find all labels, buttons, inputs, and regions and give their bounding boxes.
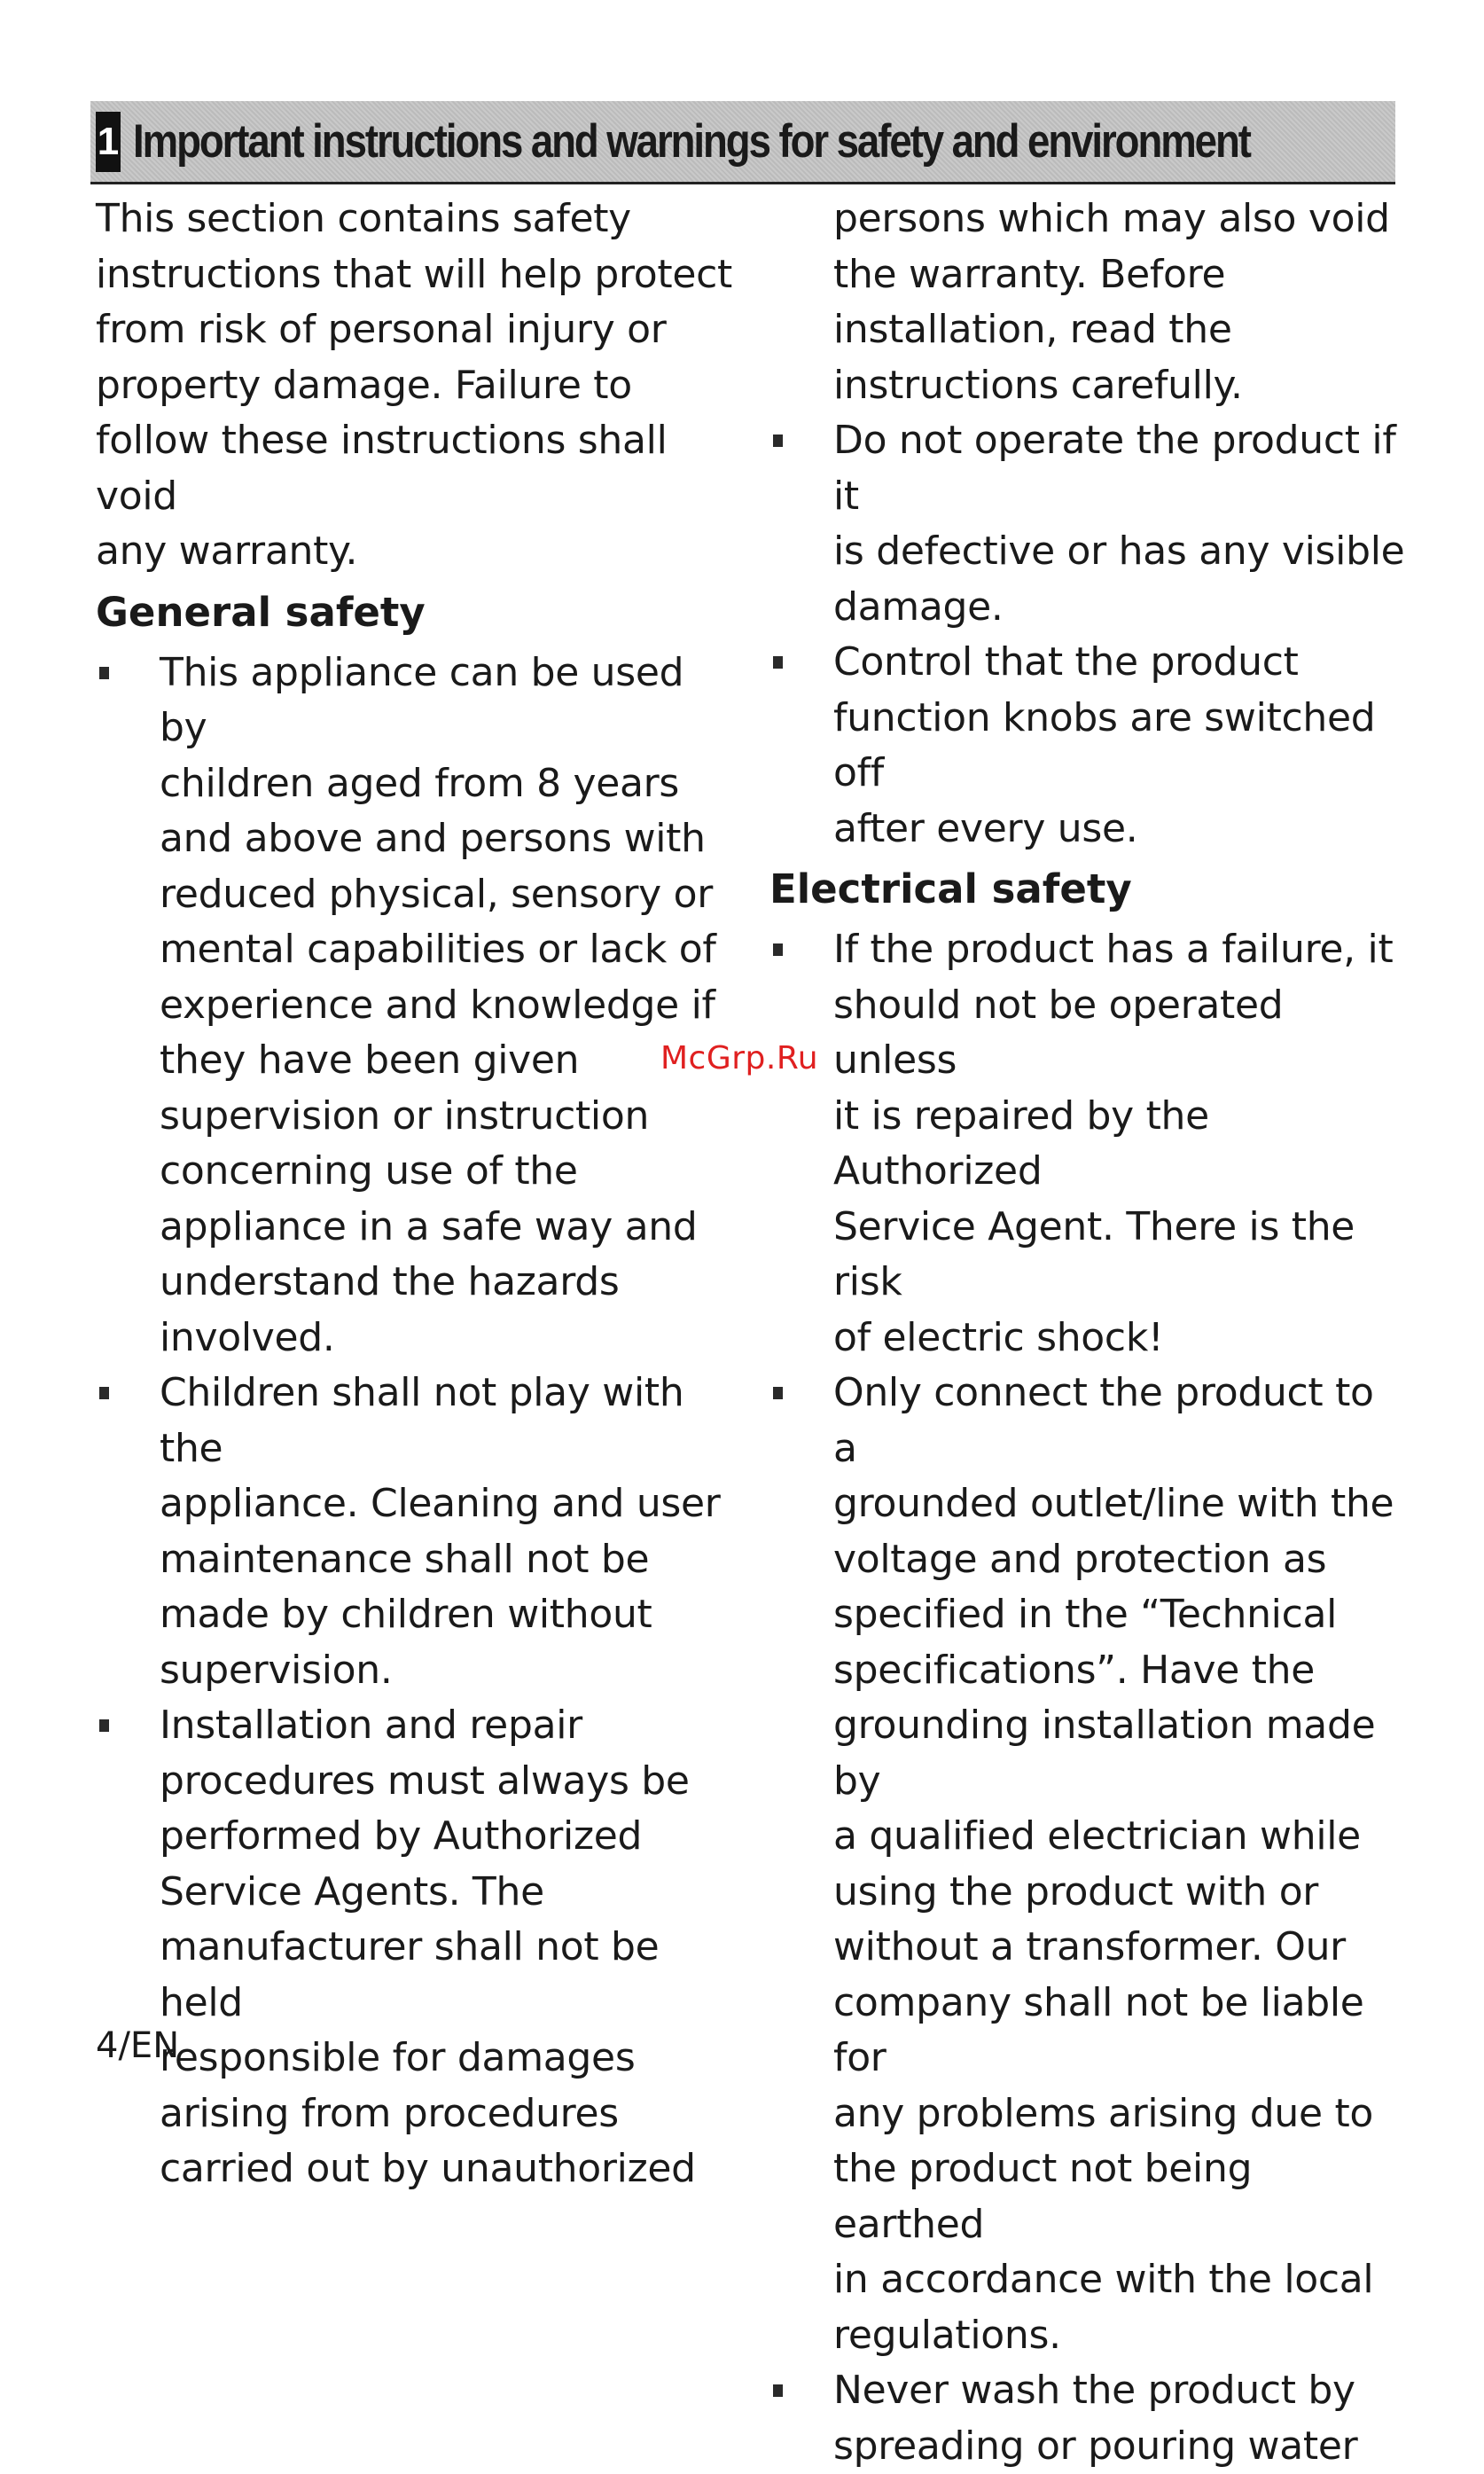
text-line: made by children without [160,1592,652,1637]
text-line: maintenance shall not be [160,1536,650,1582]
text-line: arising from procedures [160,2090,619,2136]
text-line: responsible for damages [160,2035,636,2080]
section-title: Important instructions and warnings for safety and environment [133,115,1250,168]
watermark: McGrp.Ru [660,1040,819,1077]
text-line: follow these instructions shall void [96,418,668,519]
section-number: 1 [96,112,121,172]
text-line: using the product with or [833,1868,1319,1914]
text-line: instructions that will help protect [96,251,732,297]
list-item [96,646,734,1366]
intro-paragraph [96,192,734,580]
text-line: Service Agent. There is the risk [833,1203,1355,1304]
text-line: any problems arising due to [833,2090,1374,2136]
text-line: they have been given [160,1037,580,1083]
text-line: Children shall not play with the [160,1370,684,1471]
text-line: without a transformer. Our [833,1924,1346,1969]
text-line: If the product has a failure, it [833,927,1394,972]
section-header [90,101,1395,184]
text-line: should not be operated unless [833,982,1284,1083]
text-line: property damage. Failure to [96,362,632,408]
text-line: supervision or instruction [160,1092,650,1139]
text-line: after every use. [833,805,1138,851]
list-item [769,1366,1408,2363]
text-line: any warranty. [96,528,358,574]
text-line: is defective or has any visible [833,528,1405,574]
text-line: the warranty. Before [833,251,1226,297]
text-line: installation, read the [833,307,1232,352]
electrical-safety-heading: Electrical safety [769,865,1132,912]
general-safety-list-continued [769,413,1408,857]
list-item [769,922,1408,1366]
text-line: Only connect the product to a [833,1370,1374,1471]
text-line: it is repaired by the Authorized [833,1092,1209,1194]
square-bullet-icon [773,2384,783,2397]
text-line: specifications”. Have the [833,1647,1316,1693]
text-line: reduced physical, sensory or [160,871,713,917]
text-line: and above and persons with [160,816,706,861]
text-line: company shall not be liable for [833,1979,1364,2080]
text-line: Do not operate the product if it [833,418,1396,519]
text-line: performed by Authorized [160,1813,643,1859]
text-line: procedures must always be [160,1758,690,1804]
electrical-safety-list [769,922,1408,2474]
square-bullet-icon [99,667,109,679]
text-line: instructions carefully. [833,362,1243,408]
square-bullet-icon [773,656,783,669]
text-line: appliance. Cleaning and user [160,1481,721,1526]
text-line: concerning use of the [160,1148,578,1194]
general-safety-list [96,646,734,2197]
text-line: damage. [833,583,1004,630]
text-line: Service Agents. The [160,1868,544,1914]
text-line: involved. [160,1314,335,1360]
text-line: appliance in a safe way and [160,1203,698,1249]
text-line: in accordance with the local [833,2257,1374,2302]
text-line: supervision. [160,1647,393,1693]
square-bullet-icon [773,943,783,956]
square-bullet-icon [773,1387,783,1399]
text-line: grounded outlet/line with the [833,1481,1394,1526]
text-line: understand the hazards [160,1259,620,1304]
text-line: specified in the “Technical [833,1592,1338,1637]
page-number: 4/EN [96,2025,180,2066]
text-line: experience and knowledge if [160,982,715,1028]
text-line: persons which may also void [833,196,1390,241]
list-item [96,1698,734,2197]
text-line: from risk of personal injury or [96,307,667,352]
text-line: the product not being earthed [833,2146,1253,2247]
text-line: mental capabilities or lack of [160,927,716,972]
text-line: Control that the product [833,639,1299,685]
text-line: children aged from 8 years [160,760,680,806]
text-line: Installation and repair [160,1703,582,1748]
text-line: This appliance can be used by [160,649,684,750]
text-line: This section contains safety [96,196,631,241]
list-item [769,413,1408,635]
text-line: Never wash the product by [833,2368,1355,2413]
text-line: regulations. [833,2312,1061,2358]
text-line: of electric shock! [833,1314,1164,1360]
text-line: grounding installation made by [833,1703,1376,1804]
continued-list-item [769,192,1408,413]
text-line: function knobs are switched off [833,694,1376,795]
text-line: spreading or pouring water [833,2423,1358,2469]
list-item [96,1366,734,1698]
list-item [769,2363,1408,2474]
right-column [769,192,1408,2474]
square-bullet-icon [773,435,783,447]
text-line: a qualified electrician while [833,1813,1361,1859]
text-line: carried out by unauthorized [160,2146,696,2191]
left-column [96,192,734,2197]
list-item [769,635,1408,857]
square-bullet-icon [99,1719,109,1732]
text-line: manufacturer shall not be held [160,1924,660,2025]
square-bullet-icon [99,1387,109,1399]
text-line: voltage and protection as [833,1536,1327,1582]
general-safety-heading: General safety [96,588,426,636]
